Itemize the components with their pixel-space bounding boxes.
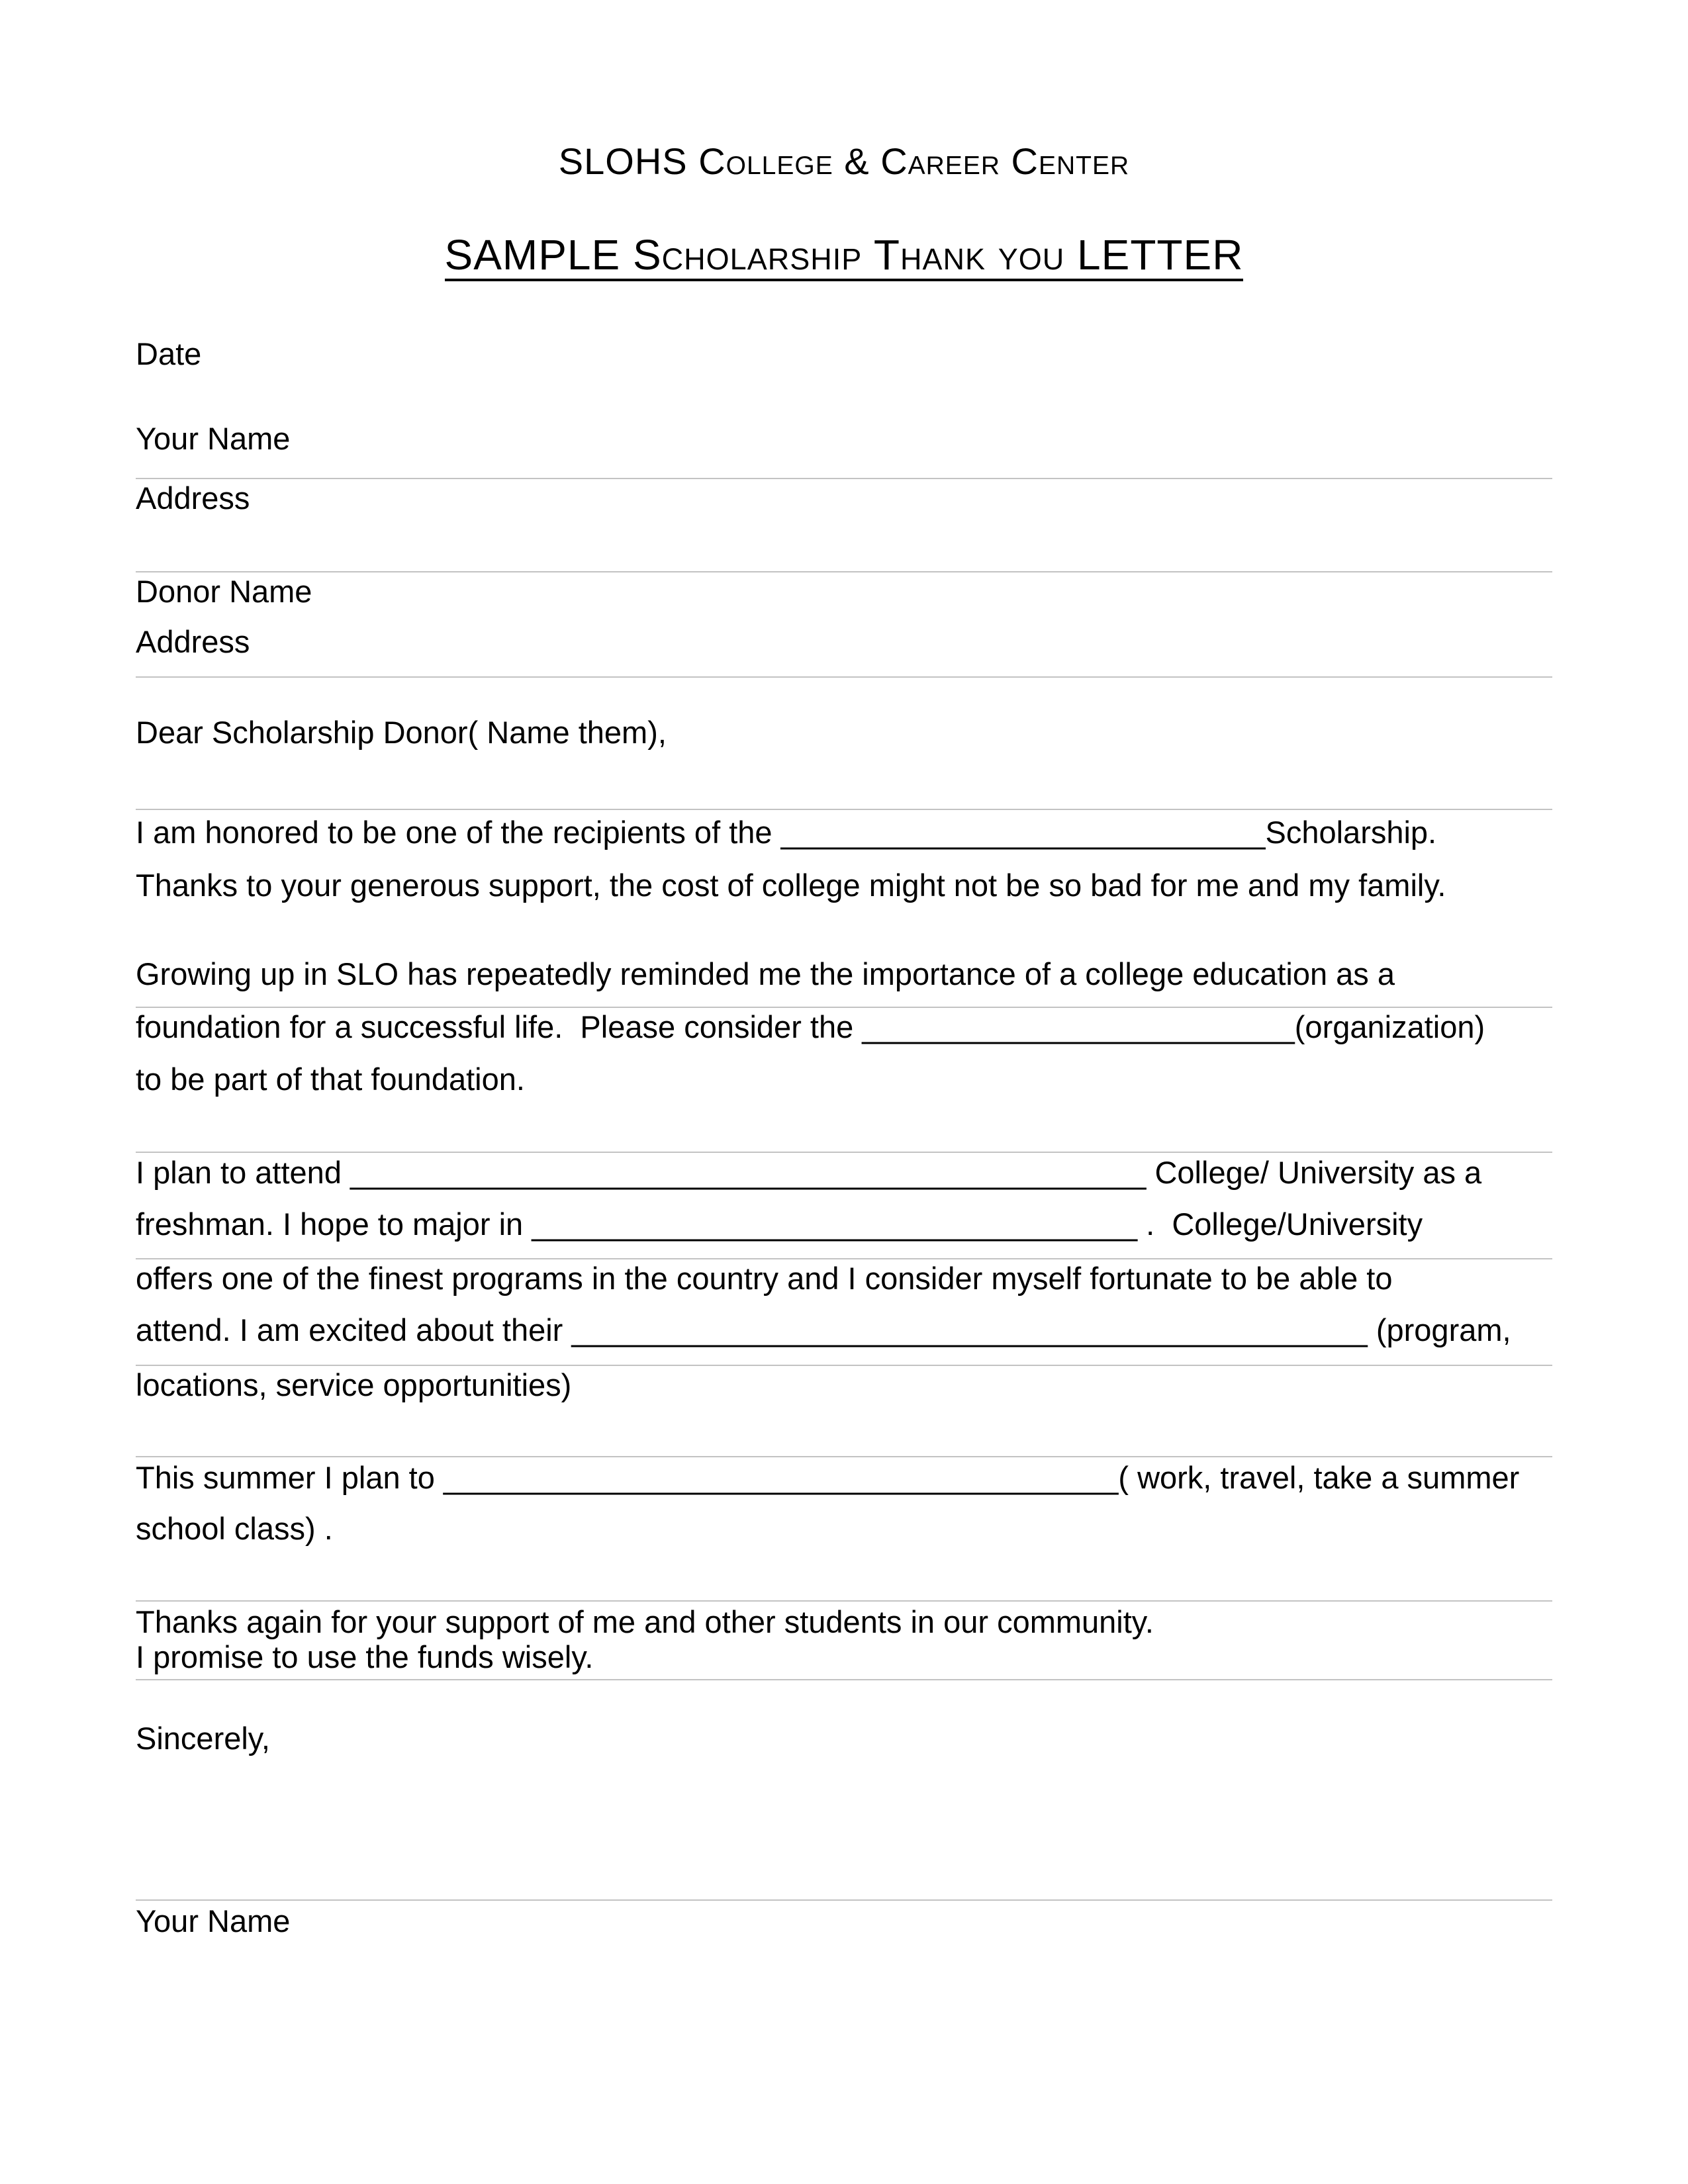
date-label: Date	[136, 336, 202, 371]
horizontal-divider	[136, 676, 1552, 678]
body-line: I promise to use the funds wisely.	[136, 1639, 594, 1674]
horizontal-divider	[136, 809, 1552, 810]
body-line: Thanks again for your support of me and other students in our community.	[136, 1604, 1154, 1639]
horizontal-divider	[136, 1600, 1552, 1602]
body-line: Thanks to your generous support, the cost of college might not be so bad for me and my family.	[136, 868, 1446, 903]
body-line: locations, service opportunities)	[136, 1367, 572, 1402]
sender-address-label: Address	[136, 480, 250, 516]
horizontal-divider	[136, 1152, 1552, 1153]
salutation: Dear Scholarship Donor( Name them),	[136, 715, 667, 750]
horizontal-divider	[136, 1365, 1552, 1366]
horizontal-divider	[136, 1007, 1552, 1008]
donor-name-label: Donor Name	[136, 574, 312, 609]
body-line: school class) .	[136, 1511, 333, 1546]
page-subtitle-row	[0, 233, 1688, 281]
body-line: to be part of that foundation.	[136, 1062, 525, 1097]
page-subtitle: SAMPLE Scholarship Thank you LETTER	[445, 233, 1244, 281]
donor-address-label: Address	[136, 624, 250, 659]
horizontal-divider	[136, 1899, 1552, 1901]
horizontal-divider	[136, 1258, 1552, 1259]
sender-name-label: Your Name	[136, 421, 291, 456]
body-line: attend. I am excited about their ______________________________________________ (program,	[136, 1312, 1511, 1347]
horizontal-divider	[136, 478, 1552, 479]
body-line: Growing up in SLO has repeatedly reminded me the importance of a college education as a	[136, 956, 1395, 991]
body-line: foundation for a successful life. Please consider the _________________________(organization)	[136, 1009, 1485, 1044]
body-line: I am honored to be one of the recipients of the ____________________________Scholarship.	[136, 815, 1437, 850]
horizontal-divider	[136, 571, 1552, 572]
page-title: SLOHS College & Career Center	[558, 140, 1130, 182]
body-line: This summer I plan to _______________________________________( work, travel, take a summer	[136, 1460, 1520, 1495]
closing: Sincerely,	[136, 1721, 270, 1756]
horizontal-divider	[136, 1456, 1552, 1457]
body-line: I plan to attend ______________________________________________ College/ University as a	[136, 1155, 1482, 1190]
body-line: freshman. I hope to major in ___________________________________ . College/University	[136, 1206, 1423, 1242]
horizontal-divider	[136, 1679, 1552, 1680]
signature-name-label: Your Name	[136, 1903, 291, 1938]
body-line: offers one of the finest programs in the country and I consider myself fortunate to be able to	[136, 1261, 1393, 1296]
